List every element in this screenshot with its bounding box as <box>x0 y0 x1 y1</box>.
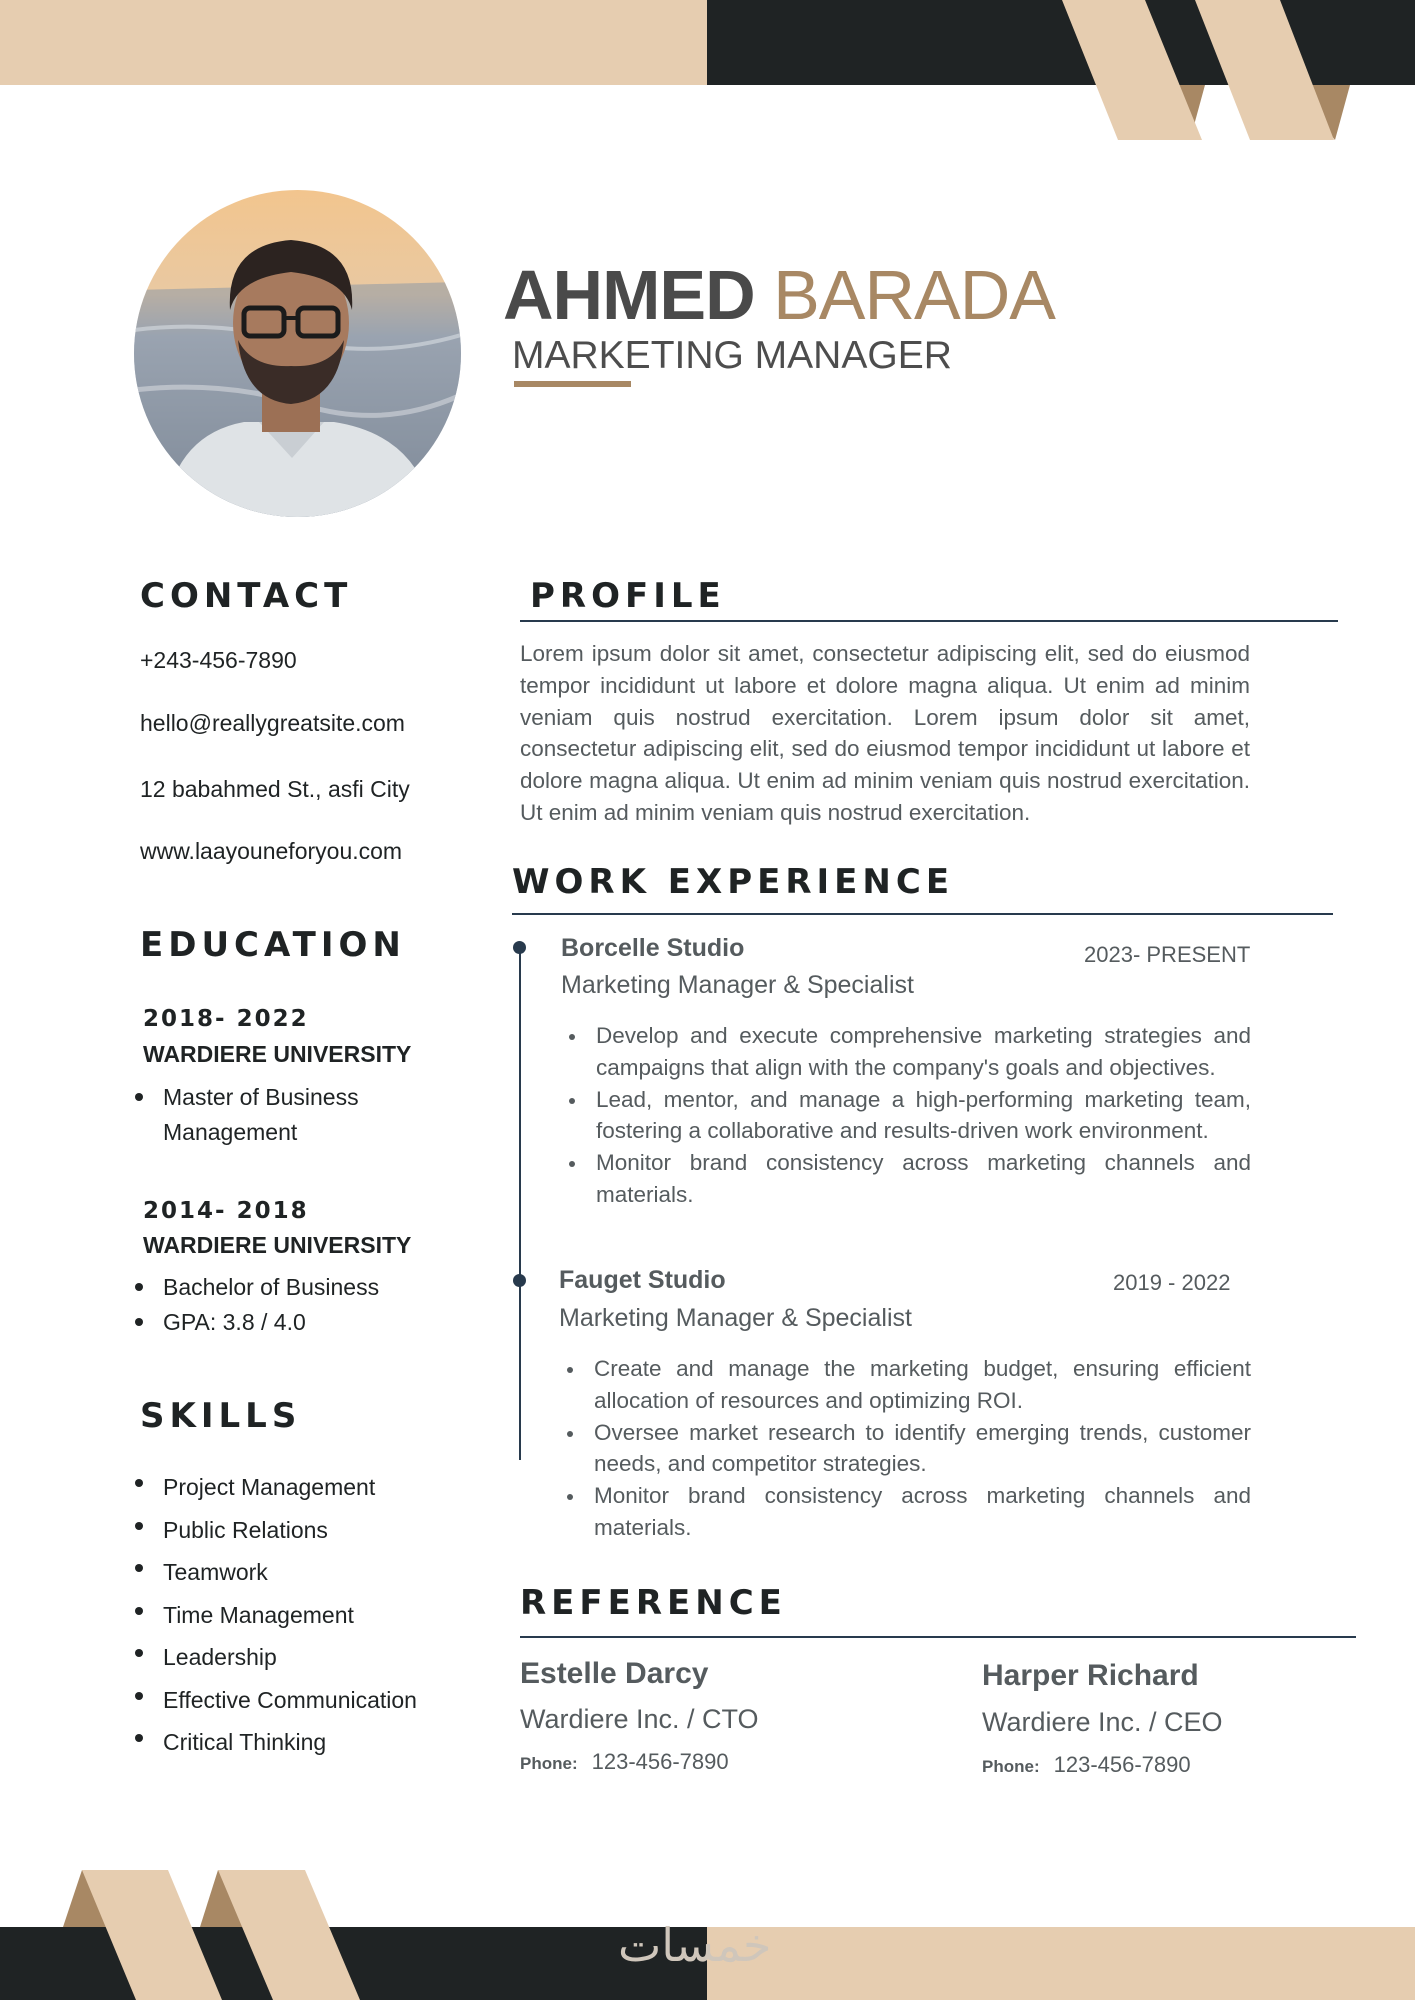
list-item: Develop and execute comprehensive marketing strategies and campaigns that align with the company's goals and objectives. <box>566 1020 1251 1084</box>
top-dark-band <box>707 0 1415 85</box>
contact-title: CONTACT <box>140 576 353 616</box>
list-item: Monitor brand consistency across marketing channels and materials. <box>564 1480 1251 1544</box>
first-name: AHMED <box>503 256 755 334</box>
list-item: Lead, mentor, and manage a high-performing marketing team, fostering a collaborative and results-driven work environment. <box>566 1084 1251 1148</box>
education-school: WARDIERE UNIVERSITY <box>143 1232 412 1258</box>
list-item: Create and manage the marketing budget, ensuring efficient allocation of resources and optimizing ROI. <box>564 1353 1251 1417</box>
profile-rule <box>520 620 1338 622</box>
job-period: 2019 - 2022 <box>1113 1270 1231 1295</box>
job-company: Borcelle Studio <box>561 934 745 962</box>
job-duties <box>566 1020 1251 1211</box>
contact-phone: +243-456-7890 <box>140 647 297 673</box>
profile-title: PROFILE <box>530 576 726 616</box>
profile-photo <box>134 190 461 517</box>
work-experience-title: WORK EXPERIENCE <box>512 862 955 902</box>
contact-website: www.laayouneforyou.com <box>140 838 403 864</box>
skill-item: Project Management <box>135 1466 455 1509</box>
skill-item: Teamwork <box>135 1551 455 1594</box>
education-details <box>135 1270 395 1340</box>
list-item: Monitor brand consistency across marketing channels and materials. <box>566 1147 1251 1211</box>
reference-name: Estelle Darcy <box>520 1657 709 1690</box>
reference-phone <box>982 1752 1191 1778</box>
job-role: Marketing Manager & Specialist <box>561 971 914 999</box>
list-item: Oversee market research to identify emerging trends, customer needs, and competitor strategies. <box>564 1417 1251 1481</box>
timeline-dot <box>513 1274 526 1287</box>
reference-title: REFERENCE <box>520 1583 787 1623</box>
job-role: Marketing Manager & Specialist <box>559 1304 912 1332</box>
reference-phone-label: Phone: <box>982 1757 1040 1776</box>
top-beige-band <box>0 0 707 85</box>
skill-item: Leadership <box>135 1636 455 1679</box>
list-item: GPA: 3.8 / 4.0 <box>135 1305 395 1340</box>
job-title: MARKETING MANAGER <box>512 334 952 377</box>
job-period: 2023- PRESENT <box>1084 942 1251 967</box>
skill-item: Effective Communication <box>135 1679 455 1722</box>
education-title: EDUCATION <box>140 925 406 965</box>
skill-item: Time Management <box>135 1594 455 1637</box>
bottom-beige-band <box>707 1927 1415 2000</box>
work-experience-rule <box>512 913 1333 915</box>
education-years: 2014- 2018 <box>143 1198 309 1224</box>
skills-title: SKILLS <box>140 1396 302 1436</box>
reference-phone <box>520 1749 729 1775</box>
timeline-dot <box>513 941 526 954</box>
reference-org: Wardiere Inc. / CEO <box>982 1707 1223 1737</box>
skill-item: Critical Thinking <box>135 1721 455 1764</box>
job-duties <box>564 1353 1251 1544</box>
contact-address: 12 babahmed St., asfi City <box>140 776 410 802</box>
last-name: BARADA <box>773 256 1055 334</box>
reference-rule <box>520 1636 1356 1638</box>
education-years: 2018- 2022 <box>143 1006 309 1032</box>
job-title-underline <box>514 381 631 387</box>
reference-phone-label: Phone: <box>520 1754 578 1773</box>
contact-email: hello@reallygreatsite.com <box>140 710 405 736</box>
education-details <box>135 1080 395 1150</box>
job-company: Fauget Studio <box>559 1266 726 1294</box>
reference-phone-number: 123-456-7890 <box>591 1749 729 1774</box>
reference-phone-number: 123-456-7890 <box>1053 1752 1191 1777</box>
profile-text: Lorem ipsum dolor sit amet, consectetur adipiscing elit, sed do eiusmod tempor incididunt ut labore et dolore magna aliqua. Ut enim ad minim veniam quis nostrud exercitation. Lorem ipsum dolor sit amet, consectetur adipiscing elit, sed do eiusmod tempor incididunt ut labore et dolore magna aliqua. Ut enim ad minim veniam quis nostrud exercitation. Ut enim ad minim veniam quis nostrud exercitation. <box>520 641 1250 825</box>
full-name <box>503 255 1055 335</box>
reference-name: Harper Richard <box>982 1659 1199 1692</box>
watermark: خمسات <box>618 1919 772 1971</box>
timeline-line <box>519 946 521 1460</box>
list-item: Master of Business Management <box>135 1080 395 1150</box>
skill-item: Public Relations <box>135 1509 455 1552</box>
education-school: WARDIERE UNIVERSITY <box>143 1041 412 1067</box>
reference-org: Wardiere Inc. / CTO <box>520 1704 759 1734</box>
list-item: Bachelor of Business <box>135 1270 395 1305</box>
skills-list <box>135 1466 455 1764</box>
